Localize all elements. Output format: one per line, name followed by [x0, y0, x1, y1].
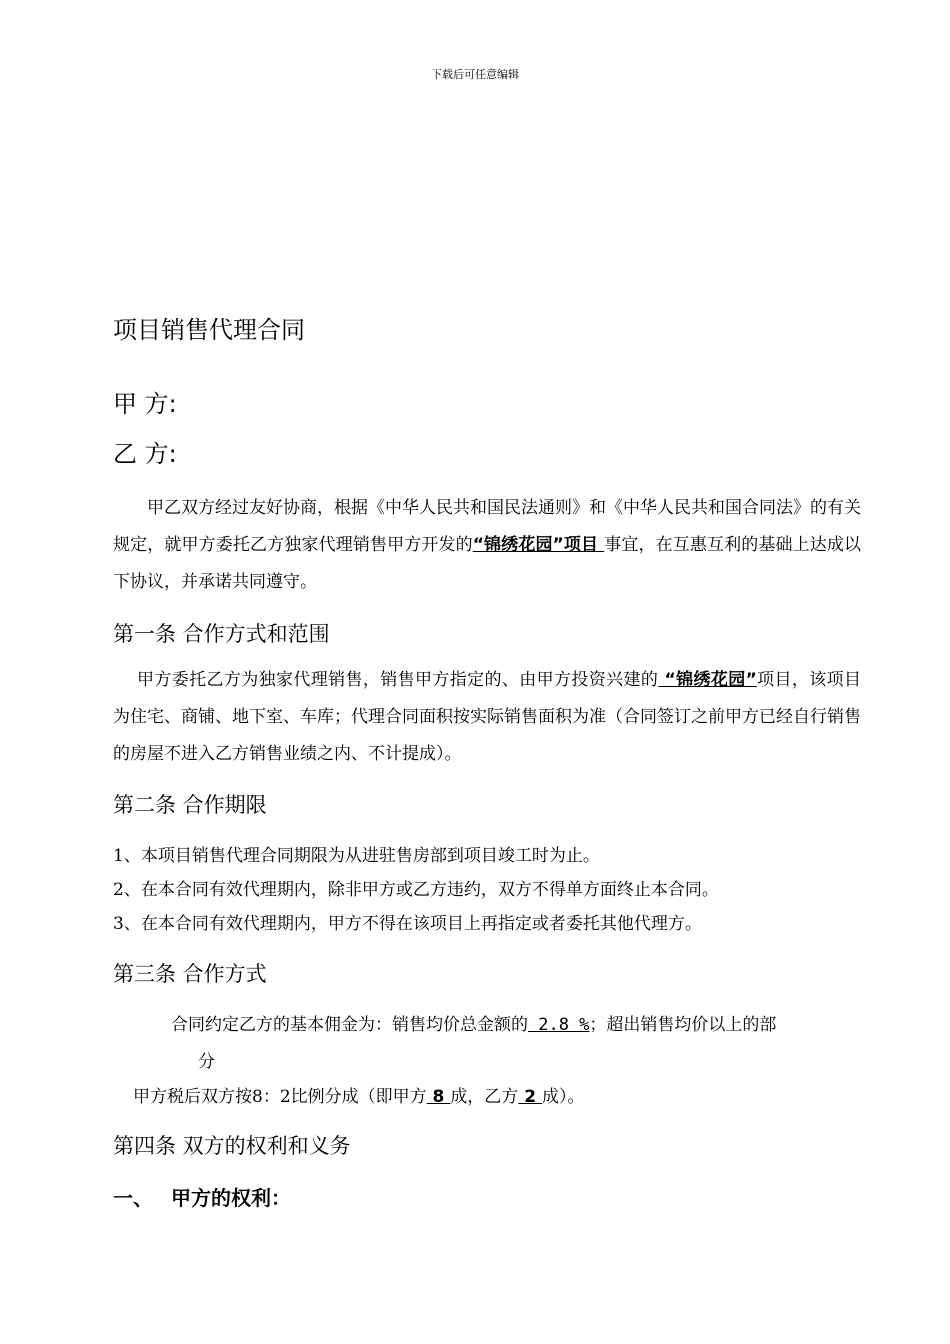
article-4-heading: 第四条 双方的权利和义务 — [113, 1134, 351, 1158]
intro-text-after: 事宜，在互惠互利的基础上达成以下协议，并承诺共同遵守。 — [113, 535, 862, 592]
article-1-text-after: 项目，该项目为住宅、商铺、地下室、车库；代理合同面积按实际销售面积为准（合同签订之前甲方已经自行销售的房屋不进入乙方销售业绩之内、不计提成）。 — [113, 670, 862, 764]
split-party-b: 2 — [518, 1087, 542, 1107]
document-title: 项目销售代理合同 — [113, 316, 305, 344]
article-1-heading: 第一条 合作方式和范围 — [113, 622, 330, 646]
intro-paragraph — [113, 490, 861, 601]
split-text-before: 甲方税后双方按8：2比例分成（即甲方 — [133, 1087, 427, 1107]
party-b-label: 乙 方: — [113, 440, 177, 468]
split-line — [133, 1082, 584, 1107]
intro-text-before: 甲乙双方经过友好协商，根据《中华人民共和国民法通则》和《中华人民共和国合同法》的有关规定，就甲方委托乙方独家代理销售甲方开发的 — [113, 498, 861, 555]
article-1-paragraph — [113, 662, 861, 773]
party-a-rights-number: 一、 — [113, 1186, 153, 1210]
commission-line — [171, 1010, 776, 1035]
split-party-a: 8 — [426, 1087, 451, 1107]
party-a-label: 甲 方: — [113, 390, 177, 418]
intro-project-name: “锦绣花园”项目 — [472, 535, 605, 555]
page-header: 下载后可任意编辑 — [431, 68, 519, 81]
party-a-rights-title: 甲方的权利： — [171, 1186, 291, 1210]
article-3-heading: 第三条 合作方式 — [113, 962, 267, 986]
commission-line-wrap: 分 — [198, 1052, 215, 1072]
commission-text-after: ；超出销售均价以上的部 — [589, 1015, 777, 1035]
article-1-text-before: 甲方委托乙方为独家代理销售，销售甲方指定的、由甲方投资兴建的 — [137, 670, 659, 690]
article-1-project-name: “锦绣花园” — [658, 670, 757, 690]
party-a-rights-heading — [113, 1182, 291, 1211]
split-text-mid: 成，乙方 — [450, 1087, 519, 1107]
article-2-item-3: 3、在本合同有效代理期内，甲方不得在该项目上再指定或者委托其他代理方。 — [113, 914, 702, 934]
split-text-after: 成）。 — [541, 1087, 585, 1107]
article-2-heading: 第二条 合作期限 — [113, 793, 267, 817]
article-2-item-2: 2、在本合同有效代理期内，除非甲方或乙方违约，双方不得单方面终止本合同。 — [113, 880, 719, 900]
article-2-item-1: 1、本项目销售代理合同期限为从进驻售房部到项目竣工时为止。 — [113, 846, 600, 866]
commission-rate: 2.8 % — [528, 1015, 590, 1035]
commission-text-before: 合同约定乙方的基本佣金为：销售均价总金额的 — [171, 1015, 528, 1035]
